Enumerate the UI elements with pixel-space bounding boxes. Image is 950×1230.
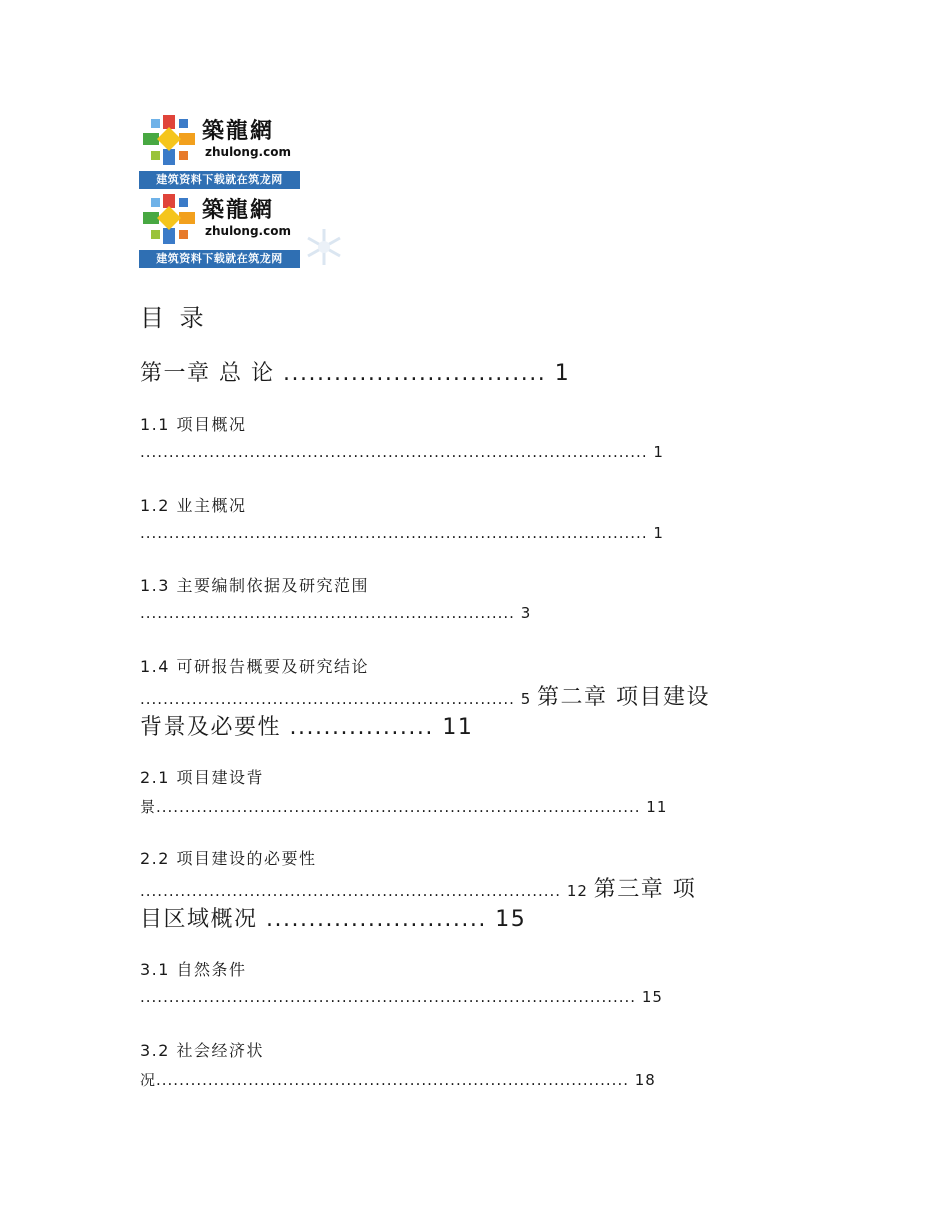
toc-section-2-1[interactable]: 2.1 项目建设背: [140, 768, 265, 787]
toc-section-1-1[interactable]: 1.1 项目概况: [140, 415, 247, 434]
toc-leader-2-1: 景.................................................................................... 11: [140, 798, 668, 816]
pinwheel-logo-icon: [141, 192, 197, 246]
logo-chinese-name: 築龍網: [202, 197, 275, 223]
logo-domain: zhulong.com: [205, 145, 291, 159]
toc-section-3-1[interactable]: 3.1 自然条件: [140, 960, 247, 979]
toc-chapter-3[interactable]: 第三章 项: [593, 877, 697, 902]
toc-leader-1-4: ................................................................. 5: [140, 690, 538, 708]
logo-domain: zhulong.com: [205, 224, 291, 238]
logo-slogan: 建筑资料下载就在筑龙网: [139, 250, 300, 268]
toc-leader-3-1: ...................................................................................... 15: [140, 988, 663, 1006]
toc-leader-1-2: ........................................................................................ 1: [140, 524, 664, 542]
logo-chinese-name: 築龍網: [202, 118, 275, 144]
toc-leader-1-3: ................................................................. 3: [140, 604, 532, 622]
toc-leader-3-2: 况.................................................................................. 18: [140, 1071, 656, 1089]
zhulong-logo: [139, 111, 300, 189]
toc-chapter-2-continued[interactable]: 背景及必要性 ................. 11: [140, 715, 474, 740]
toc-leader-2-2: ......................................................................... 12: [140, 882, 594, 900]
toc-chapter-1[interactable]: 第一章 总 论 ............................... 1: [140, 361, 571, 386]
toc-leader-1-1: ........................................................................................ 1: [140, 443, 664, 461]
pinwheel-logo-icon: [141, 113, 197, 167]
toc-section-1-3[interactable]: 1.3 主要编制依据及研究范围: [140, 576, 370, 595]
zhulong-logo: [139, 190, 300, 268]
toc-leader-1-4-with-chapter-2: [140, 680, 710, 711]
logo-slogan: 建筑资料下载就在筑龙网: [139, 171, 300, 189]
toc-leader-2-2-with-chapter-3: [140, 872, 696, 903]
toc-section-2-2[interactable]: 2.2 项目建设的必要性: [140, 849, 317, 868]
toc-chapter-2[interactable]: 第二章 项目建设: [537, 685, 711, 710]
toc-section-1-4[interactable]: 1.4 可研报告概要及研究结论: [140, 657, 370, 676]
toc-section-3-2[interactable]: 3.2 社会经济状: [140, 1041, 265, 1060]
snowflake-watermark-icon: [303, 226, 345, 268]
toc-section-1-2[interactable]: 1.2 业主概况: [140, 496, 247, 515]
toc-chapter-3-continued[interactable]: 目区域概况 .......................... 15: [140, 907, 527, 932]
toc-heading: 目 录: [140, 304, 208, 332]
